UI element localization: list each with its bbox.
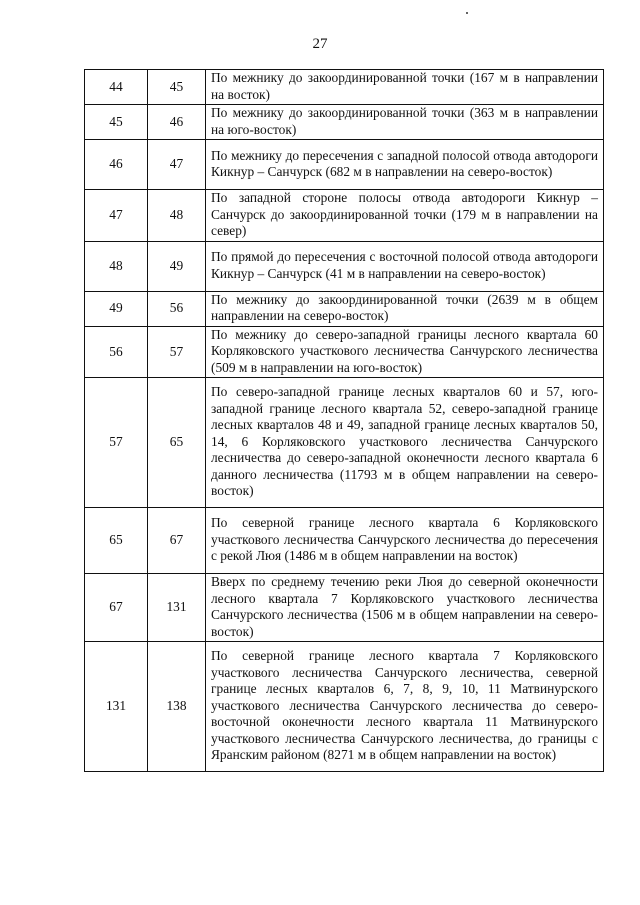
table-row: [85, 326, 604, 378]
boundary-table: [84, 69, 604, 772]
start-point-cell: 48: [85, 241, 148, 291]
description-cell: По северной границе лесного квартала 7 Корляковского участкового лесничества Санчурского лесничества, северной границе лесных кварталов 6, 7, 8, 9, 10, 11 Матвинурского участкового лесничества Санчурского лесничества до северо-восточной оконечности лесного квартала 11 Матвинурского участкового лесничества Санчурского лесничества, до границы с Яранским районом (8271 м в общем направлении на восток): [206, 642, 604, 772]
description-cell: По межнику до закоординированной точки (167 м в направлении на восток): [206, 70, 604, 105]
end-point-cell: 65: [148, 378, 206, 508]
end-point-cell: 57: [148, 326, 206, 378]
table-row: [85, 378, 604, 508]
end-point-cell: 47: [148, 140, 206, 190]
start-point-cell: 45: [85, 105, 148, 140]
description-cell: По межнику до закоординированной точки (363 м в направлении на юго-восток): [206, 105, 604, 140]
description-cell: По межнику до северо-западной границы лесного квартала 60 Корляковского участкового лесничества Санчурского лесничества (509 м в направлении на юго-восток): [206, 326, 604, 378]
table-row: [85, 642, 604, 772]
description-cell: По межнику до пересечения с западной полосой отвода автодороги Кикнур – Санчурск (682 м в направлении на северо-восток): [206, 140, 604, 190]
end-point-cell: 56: [148, 291, 206, 326]
table-row: [85, 140, 604, 190]
description-cell: По северо-западной границе лесных кварталов 60 и 57, юго-западной границе лесного квартала 52, северо-западной границе лесных кварталов 48 и 49, западной границе лесных кварталов 50, 14, 6 Корляковского участкового лесничества Санчурского лесничества до северо-западной оконечности лесного квартала 6 данного лесничества (11793 м в общем направлении на северо-восток): [206, 378, 604, 508]
end-point-cell: 46: [148, 105, 206, 140]
end-point-cell: 45: [148, 70, 206, 105]
start-point-cell: 65: [85, 508, 148, 574]
scan-speck: [466, 12, 468, 14]
table-row: [85, 508, 604, 574]
description-cell: По межнику до закоординированной точки (2639 м в общем направлении на северо-восток): [206, 291, 604, 326]
description-cell: По западной стороне полосы отвода автодороги Кикнур – Санчурск до закоординированной точки (179 м в направлении на север): [206, 190, 604, 242]
start-point-cell: 57: [85, 378, 148, 508]
start-point-cell: 47: [85, 190, 148, 242]
table-row: [85, 105, 604, 140]
start-point-cell: 131: [85, 642, 148, 772]
start-point-cell: 56: [85, 326, 148, 378]
table-row: [85, 574, 604, 642]
page-number: 27: [312, 36, 328, 52]
end-point-cell: 138: [148, 642, 206, 772]
end-point-cell: 67: [148, 508, 206, 574]
start-point-cell: 46: [85, 140, 148, 190]
end-point-cell: 131: [148, 574, 206, 642]
description-cell: По прямой до пересечения с восточной полосой отвода автодороги Кикнур – Санчурск (41 м в направлении на северо-восток): [206, 241, 604, 291]
table-row: [85, 190, 604, 242]
start-point-cell: 67: [85, 574, 148, 642]
description-cell: Вверх по среднему течению реки Люя до северной оконечности лесного квартала 7 Корляковского участкового лесничества Санчурского лесничества (1506 м в общем направлении на северо-восток): [206, 574, 604, 642]
boundary-table-body: [85, 70, 604, 772]
start-point-cell: 49: [85, 291, 148, 326]
table-row: [85, 70, 604, 105]
description-cell: По северной границе лесного квартала 6 Корляковского участкового лесничества Санчурского лесничества до пересечения с рекой Люя (1486 м в общем направлении на восток): [206, 508, 604, 574]
table-row: [85, 241, 604, 291]
end-point-cell: 49: [148, 241, 206, 291]
table-row: [85, 291, 604, 326]
start-point-cell: 44: [85, 70, 148, 105]
end-point-cell: 48: [148, 190, 206, 242]
